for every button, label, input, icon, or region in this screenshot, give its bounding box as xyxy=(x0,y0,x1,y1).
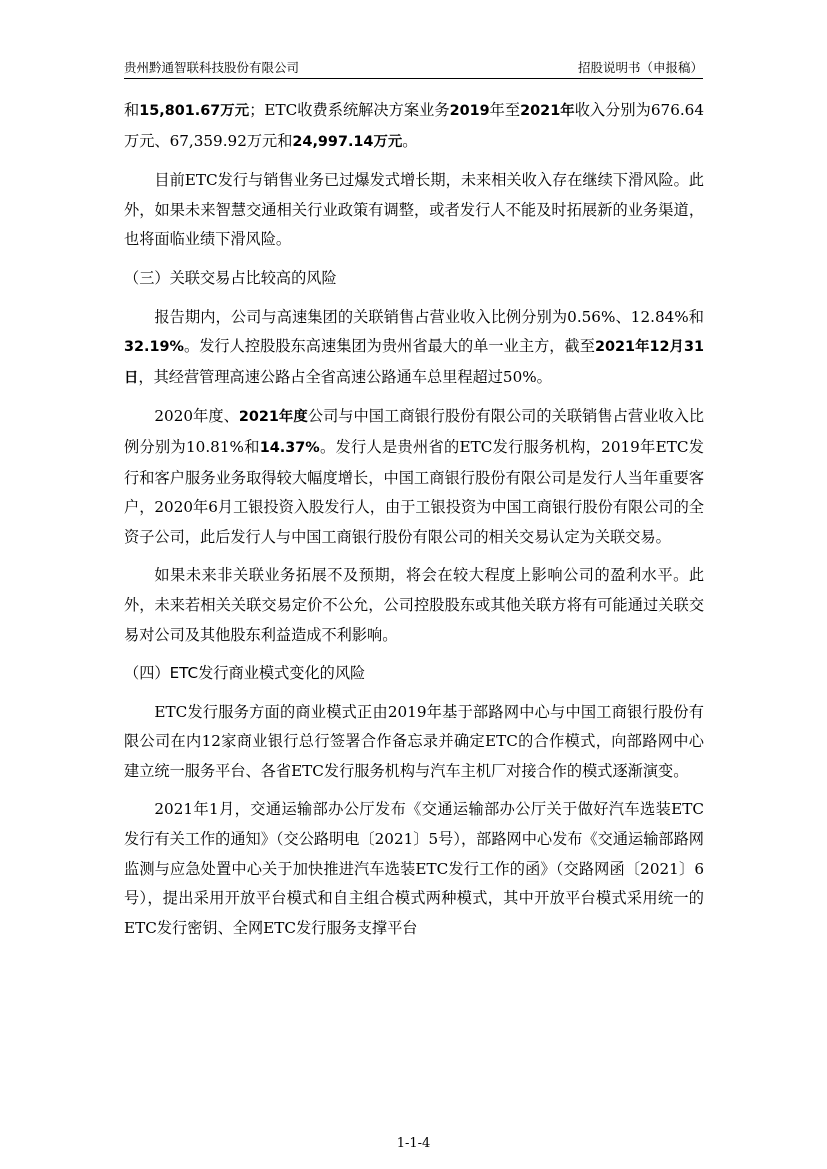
paragraph-etc-revenue xyxy=(124,96,704,157)
bold-figure: 2021年12月31日 xyxy=(124,339,705,386)
bold-figure: 15,801.67万元 xyxy=(139,103,250,119)
paragraph-profit-impact: 如果未来非关联业务拓展不及预期，将会在较大程度上影响公司的盈利水平。此外，未来若相关关联交易定价不公允，公司控股股东或其他关联方将有可能通过关联交易对公司及其他股东利益造成不利影响。 xyxy=(124,566,704,644)
text-run: ，其经营管理高速公路占全省高速公路通车总里程超过50%。 xyxy=(138,367,552,386)
text-run: ；ETC收费系统解决方案业务 xyxy=(249,101,450,119)
text-run: 收入分别为676.64万元、67,359.92万元和 xyxy=(124,101,705,150)
header-divider xyxy=(124,78,703,79)
text-run: 年至 xyxy=(489,101,521,119)
paragraph-business-model: ETC发行服务方面的商业模式正由2019年基于部路网中心与中国工商银行股份有限公司在内12家商业银行总行签署合作备忘录并确定ETC的合作模式，向部路网中心建立统一服务平台、各省ETC发行服务机构与汽车主机厂对接合作的模式逐渐演变。 xyxy=(124,702,704,780)
page-number: 1-1-4 xyxy=(396,1136,431,1151)
section-heading-related-transactions: （三）关联交易占比较高的风险 xyxy=(124,268,337,287)
section-heading-etc-model: （四）ETC发行商业模式变化的风险 xyxy=(124,664,366,683)
bold-figure: 2021年度 xyxy=(238,409,308,426)
text-run: 公司与中国工商银行股份有限公司的关联销售占营业收入比例分别为10.81%和 xyxy=(124,407,705,456)
paragraph-icbc-transactions xyxy=(124,402,704,552)
text-run: 和 xyxy=(124,101,140,119)
bold-figure: 2021年 xyxy=(520,103,575,119)
bold-figure: 14.37% xyxy=(259,439,320,456)
paragraph-related-sales xyxy=(124,303,704,394)
text-run: 。发行人是贵州省的ETC发行服务机构，2019年ETC发行和客户服务业务取得较大幅度增长，中国工商银行股份有限公司是发行人当年重要客户，2020年6月工银投资入股发行人，由于工银投资为中国工商银行股份有限公司的全资子公司，此后发行人与中国工商银行股份有限公司的相关交易认定为关联交易。 xyxy=(124,437,704,546)
text-run: 。 xyxy=(402,131,418,150)
bold-figure: 2019 xyxy=(449,103,490,119)
document-body xyxy=(124,96,704,943)
text-run: 2020年度、 xyxy=(154,407,239,426)
page-header xyxy=(124,58,703,78)
header-doc-title: 招股说明书（申报稿） xyxy=(577,60,703,75)
bold-figure: 24,997.14万元 xyxy=(292,133,403,150)
header-company: 贵州黔通智联科技股份有限公司 xyxy=(124,60,300,75)
text-run: 。发行人控股股东高速集团为贵州省最大的单一业主方，截至 xyxy=(183,337,595,356)
text-run: 报告期内，公司与高速集团的关联销售占营业收入比例分别为0.56%、12.84%和 xyxy=(154,307,704,326)
bold-figure: 32.19% xyxy=(124,339,184,356)
paragraph-policy-2021: 2021年1月，交通运输部办公厅发布《交通运输部办公厅关于做好汽车选装ETC发行有关工作的通知》（交公路明电〔2021〕5号），部路网中心发布《交通运输部路网监测与应急处置中心关于加快推进汽车选装ETC发行工作的函》（交路网函〔2021〕6号），提出采用开放平台模式和自主组合模式两种模式，其中开放平台模式采用统一的ETC发行密钥、全网ETC发行服务支撑平台 xyxy=(124,800,704,937)
paragraph-decline-risk: 目前ETC发行与销售业务已过爆发式增长期，未来相关收入存在继续下滑风险。此外，如果未来智慧交通相关行业政策有调整，或者发行人不能及时拓展新的业务渠道，也将面临业绩下滑风险。 xyxy=(124,171,704,249)
